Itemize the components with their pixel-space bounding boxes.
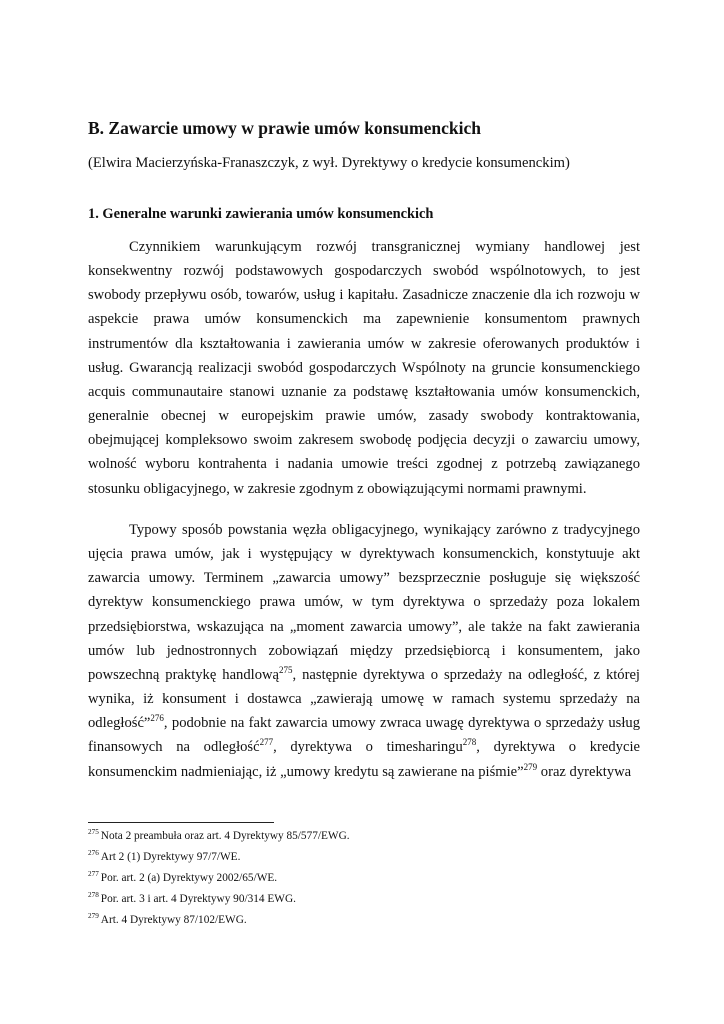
footnote-divider: [88, 822, 274, 823]
subsection-title: 1. Generalne warunki zawierania umów konsumenckich: [88, 206, 434, 222]
paragraph-2-text-2: , następnie dyrektywa o sprzedaży na odległość, z której wynika, iż konsument i dostawca „zawierają umowę w ramach systemu sprzedaży na odległość”: [88, 666, 640, 732]
footnote-number: 279: [88, 912, 99, 921]
footnote-ref-276[interactable]: 276: [150, 713, 164, 724]
footnote-text: Art 2 (1) Dyrektywy 97/7/WE.: [100, 851, 241, 863]
author-note: (Elwira Macierzyńska-Franaszczyk, z wył. Dyrektywy o kredycie konsumenckim): [88, 155, 570, 171]
paragraph-2-text-6: oraz dyrektywa: [537, 763, 632, 780]
paragraph-2: [88, 518, 640, 784]
footnote-number: 276: [88, 849, 99, 858]
paragraph-2-text-3: , podobnie na fakt zawarcia umowy zwraca uwagę dyrektywa o sprzedaży usług finansowych na odległość: [88, 715, 640, 756]
footnote-text: Por. art. 3 i art. 4 Dyrektywy 90/314 EWG.: [100, 893, 296, 905]
footnote-ref-275[interactable]: 275: [279, 665, 293, 676]
footnote-text: Nota 2 preambuła oraz art. 4 Dyrektywy 85/577/EWG.: [100, 830, 350, 842]
paragraph-2-text-5: , dyrektywa o kredycie konsumenckim nadmieniając, iż „umowy kredytu są zawierane na piśmie”: [88, 739, 640, 780]
footnote-278: [88, 889, 640, 910]
footnote-ref-279[interactable]: 279: [523, 761, 538, 772]
footnote-ref-278[interactable]: 278: [462, 737, 477, 748]
footnotes-list: [88, 826, 640, 931]
footnote-ref-277[interactable]: 277: [259, 737, 274, 748]
paragraph-1: Czynnikiem warunkującym rozwój transgranicznej wymiany handlowej jest konsekwentny rozwój podstawowych gospodarczych swobód wspólnotowych, to jest swobody przepływu osób, towarów, usług i kapitału. Zasadnicze znaczenie dla ich rozwoju w aspekcie prawa umów konsumenckich ma zapewnienie konsumentom prawnych instrumentów dla kształtowania i zawierania umów w zakresie oferowanych produktów i usług. Gwarancją realizacji swobód gospodarczych Wspólnoty na gruncie konsumenckiego acquis communautaire stanowi uznanie za podstawę kształtowania umów konsumenckich, generalnie obecnej w europejskim prawie umów, zasady swobody kontraktowania, obejmującej kompleksowo swoim zakresem swobodę podjęcia decyzji o zawarciu umowy, wolność wyboru kontrahenta i nadania umowie treści zgodnej z potrzebą zawiązanego stosunku obligacyjnego, w zakresie zgodnym z obowiązującymi normami prawnymi.: [88, 239, 640, 497]
footnote-number: 275: [88, 828, 99, 837]
footnote-275: [88, 826, 640, 847]
footnote-text: Art. 4 Dyrektywy 87/102/EWG.: [100, 914, 247, 926]
footnote-276: [88, 847, 640, 868]
footnote-number: 277: [88, 870, 99, 879]
paragraph-2-text-1: Typowy sposób powstania węzła obligacyjnego, wynikający zarówno z tradycyjnego ujęcia prawa umów, jak i występujący w dyrektywach konsumenckich, konstytuuje akt zawarcia umowy. Terminem „zawarcia umowy” bezsprzecznie posługuje się większość dyrektyw konsumenckiego prawa umów, w tym dyrektywa o sprzedaży poza lokalem przedsiębiorstwa, wskazująca na „moment zawarcia umowy”, ale także na fakt zawierania umów lub jednostronnych zobowiązań między przedsiębiorcą i konsumentem, jako powszechną praktykę handlową: [88, 522, 640, 683]
footnote-279: [88, 910, 640, 931]
section-title: B. Zawarcie umowy w prawie umów konsumenckich: [88, 118, 481, 138]
paragraph-2-text-4: , dyrektywa o timesharingu: [273, 739, 463, 756]
footnote-number: 278: [88, 891, 99, 900]
footnote-277: [88, 868, 640, 889]
footnote-text: Por. art. 2 (a) Dyrektywy 2002/65/WE.: [100, 872, 278, 884]
